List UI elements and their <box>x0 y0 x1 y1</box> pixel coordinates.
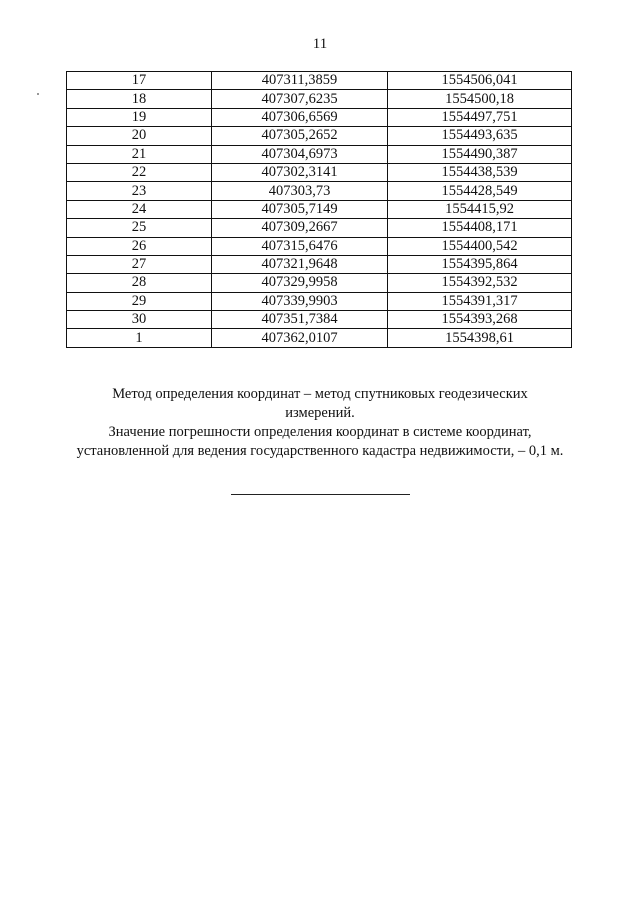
x-coordinate-cell: 407307,6235 <box>212 90 388 108</box>
point-number-cell: 22 <box>67 163 212 181</box>
scan-speck <box>37 93 39 95</box>
table-row <box>67 182 572 200</box>
y-coordinate-cell: 1554493,635 <box>388 127 572 145</box>
table-row <box>67 255 572 273</box>
x-coordinate-cell: 407321,9648 <box>212 255 388 273</box>
x-coordinate-cell: 407305,2652 <box>212 127 388 145</box>
point-number-cell: 19 <box>67 108 212 126</box>
y-coordinate-cell: 1554415,92 <box>388 200 572 218</box>
table-row <box>67 274 572 292</box>
table-row <box>67 163 572 181</box>
table-row <box>67 127 572 145</box>
x-coordinate-cell: 407306,6569 <box>212 108 388 126</box>
coordinates-table-container <box>66 71 571 348</box>
point-number-cell: 1 <box>67 329 212 347</box>
x-coordinate-cell: 407329,9958 <box>212 274 388 292</box>
x-coordinate-cell: 407309,2667 <box>212 219 388 237</box>
point-number-cell: 23 <box>67 182 212 200</box>
point-number-cell: 20 <box>67 127 212 145</box>
x-coordinate-cell: 407305,7149 <box>212 200 388 218</box>
y-coordinate-cell: 1554490,387 <box>388 145 572 163</box>
point-number-cell: 26 <box>67 237 212 255</box>
accuracy-line-1: Значение погрешности определения координат в системе координат, <box>108 424 532 440</box>
table-row <box>67 72 572 90</box>
x-coordinate-cell: 407351,7384 <box>212 311 388 329</box>
x-coordinate-cell: 407311,3859 <box>212 72 388 90</box>
table-row <box>67 292 572 310</box>
table-row <box>67 329 572 347</box>
table-row <box>67 200 572 218</box>
y-coordinate-cell: 1554497,751 <box>388 108 572 126</box>
point-number-cell: 25 <box>67 219 212 237</box>
y-coordinate-cell: 1554392,532 <box>388 274 572 292</box>
table-row <box>67 311 572 329</box>
accuracy-line-2: установленной для ведения государственного кадастра недвижимости, – 0,1 м. <box>76 443 564 459</box>
page-number: 11 <box>312 36 328 52</box>
table-row <box>67 90 572 108</box>
point-number-cell: 30 <box>67 311 212 329</box>
table-row <box>67 145 572 163</box>
y-coordinate-cell: 1554408,171 <box>388 219 572 237</box>
point-number-cell: 28 <box>67 274 212 292</box>
closing-rule <box>231 494 410 495</box>
point-number-cell: 29 <box>67 292 212 310</box>
survey-method-note <box>60 385 580 423</box>
x-coordinate-cell: 407303,73 <box>212 182 388 200</box>
table-row <box>67 219 572 237</box>
x-coordinate-cell: 407362,0107 <box>212 329 388 347</box>
y-coordinate-cell: 1554438,539 <box>388 163 572 181</box>
point-number-cell: 21 <box>67 145 212 163</box>
x-coordinate-cell: 407304,6973 <box>212 145 388 163</box>
y-coordinate-cell: 1554400,542 <box>388 237 572 255</box>
y-coordinate-cell: 1554393,268 <box>388 311 572 329</box>
y-coordinate-cell: 1554428,549 <box>388 182 572 200</box>
accuracy-note <box>60 423 580 461</box>
survey-method-line-1: Метод определения координат – метод спутниковых геодезических <box>112 386 528 402</box>
coordinates-table <box>66 71 572 348</box>
point-number-cell: 24 <box>67 200 212 218</box>
point-number-cell: 17 <box>67 72 212 90</box>
survey-method-line-2: измерений. <box>285 405 355 421</box>
x-coordinate-cell: 407302,3141 <box>212 163 388 181</box>
x-coordinate-cell: 407339,9903 <box>212 292 388 310</box>
coordinates-table-body <box>67 72 572 348</box>
point-number-cell: 18 <box>67 90 212 108</box>
y-coordinate-cell: 1554506,041 <box>388 72 572 90</box>
table-row <box>67 108 572 126</box>
point-number-cell: 27 <box>67 255 212 273</box>
x-coordinate-cell: 407315,6476 <box>212 237 388 255</box>
table-row <box>67 237 572 255</box>
y-coordinate-cell: 1554391,317 <box>388 292 572 310</box>
y-coordinate-cell: 1554500,18 <box>388 90 572 108</box>
y-coordinate-cell: 1554398,61 <box>388 329 572 347</box>
y-coordinate-cell: 1554395,864 <box>388 255 572 273</box>
